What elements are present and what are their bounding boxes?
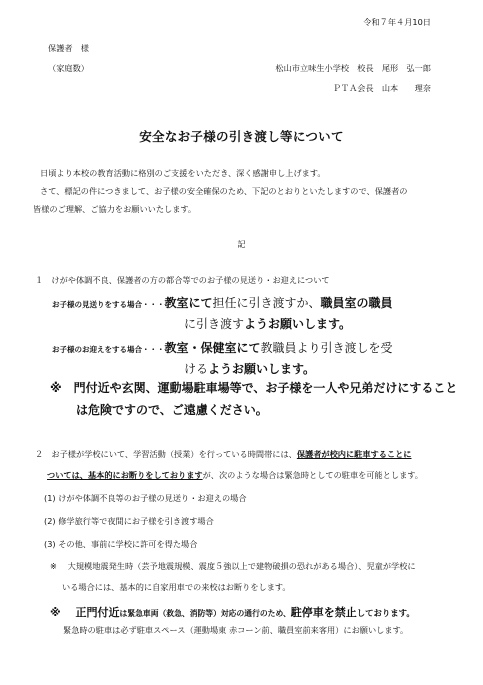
pickup-request: ようお願いします。 [208,362,316,376]
section1-heading: １ けがや体調不良、保護者の方の都合等でのお子様の見送り・お迎えについて [35,275,330,285]
earthquake-note-line-2: いる場合には、基本的に自家用車での来校はお断りをします。 [62,582,291,592]
document-title: 安全なお子様の引き渡し等について [139,129,344,144]
dropoff-instruction-cont [184,314,351,333]
section2-line-2 [47,470,423,481]
dropoff-request: ようお願いします。 [244,317,352,331]
dropoff-staff: 職員室の職員 [320,296,393,310]
section2-emphasis-1: 保護者が校内に駐車することに [296,449,412,459]
intro-line-3: 皆様のご理解、ご協力をお願いいたします。 [33,204,197,214]
pickup-place: 教室・保健室にて [164,341,261,355]
sender: 松山市立味生小学校 校長 尾形 弘一郎 [275,63,431,73]
section2-item-1: (1) けがや体調不良等のお子様の見送り・お迎えの場合 [44,493,247,503]
emergency-vehicle-text: は緊急車両（救急、消防等）対応の通行のため、 [119,609,291,618]
pta-president: ＰＴＡ会長 山本 理奈 [332,83,431,93]
gate-warning-line-2: は危険ですので、ご遠慮ください。 [76,403,268,417]
gate-area: ※ 正門付近 [50,606,120,619]
recipient: 保護者 様 [48,43,89,53]
no-parking: 駐停車を禁止 [290,606,357,619]
pickup-text: 教職員より引き渡しを受 [260,341,393,355]
pickup-instruction-cont [184,359,315,378]
pickup-text-2: ける [184,362,209,376]
section2-item-3: (3) その他、事前に学校に許可を得た場合 [44,539,198,549]
earthquake-note-line-1: ※ 大規模地震発生時（芸予地震規模、震度５強以上で建物破損の恐れがある場合）、児童が学校に [50,561,416,571]
gate-warning-line-1: ※ 門付近や玄関、運動場駐車場等で、お子様を一人や兄弟だけにすること [50,381,458,395]
pickup-label: お子様のお迎えをする場合・・・ [52,345,165,354]
ki-heading: 記 [237,239,246,249]
intro-line-2: さて、標記の件につきまして、お子様の安全確保のため、下記のとおりといたしますので、保護者の [40,186,408,196]
section2-line-1 [35,449,411,460]
intro-line-1: 日頃より本校の教育活動に格別のご支援をいただき、深く感謝申し上げます。 [40,168,326,178]
pickup-instruction [52,338,393,359]
dropoff-text: 担任に引き渡すか、 [212,296,321,310]
section2-emphasis-2: ついては、基本的にお断りをしております [47,470,203,480]
section2-item-2: (2) 修学旅行等で夜間にお子様を引き渡す場合 [44,516,214,526]
dropoff-label: お子様の見送りをする場合・・・ [52,300,165,309]
dropoff-text-2: に引き渡す [184,317,245,331]
dropoff-place: 教室にて [164,296,213,310]
emergency-parking-note: 緊急時の駐車は必ず駐車スペース（運動場東 赤コーン前、職員室前来客用）にお願いします。 [63,625,409,635]
section2-text-1a: ２ お子様が学校にいて、学習活動（授業）を行っている時間帯には、 [35,449,297,459]
dropoff-instruction [52,293,393,314]
date: 令和７年４月10日 [363,17,431,27]
no-parking-suffix: しております。 [356,608,415,618]
gate-parking-warning [50,603,415,622]
section2-text-2b: が、次のような場合は緊急時としての駐車を可能とします。 [202,470,423,480]
household-count: （家庭数） [48,63,89,73]
